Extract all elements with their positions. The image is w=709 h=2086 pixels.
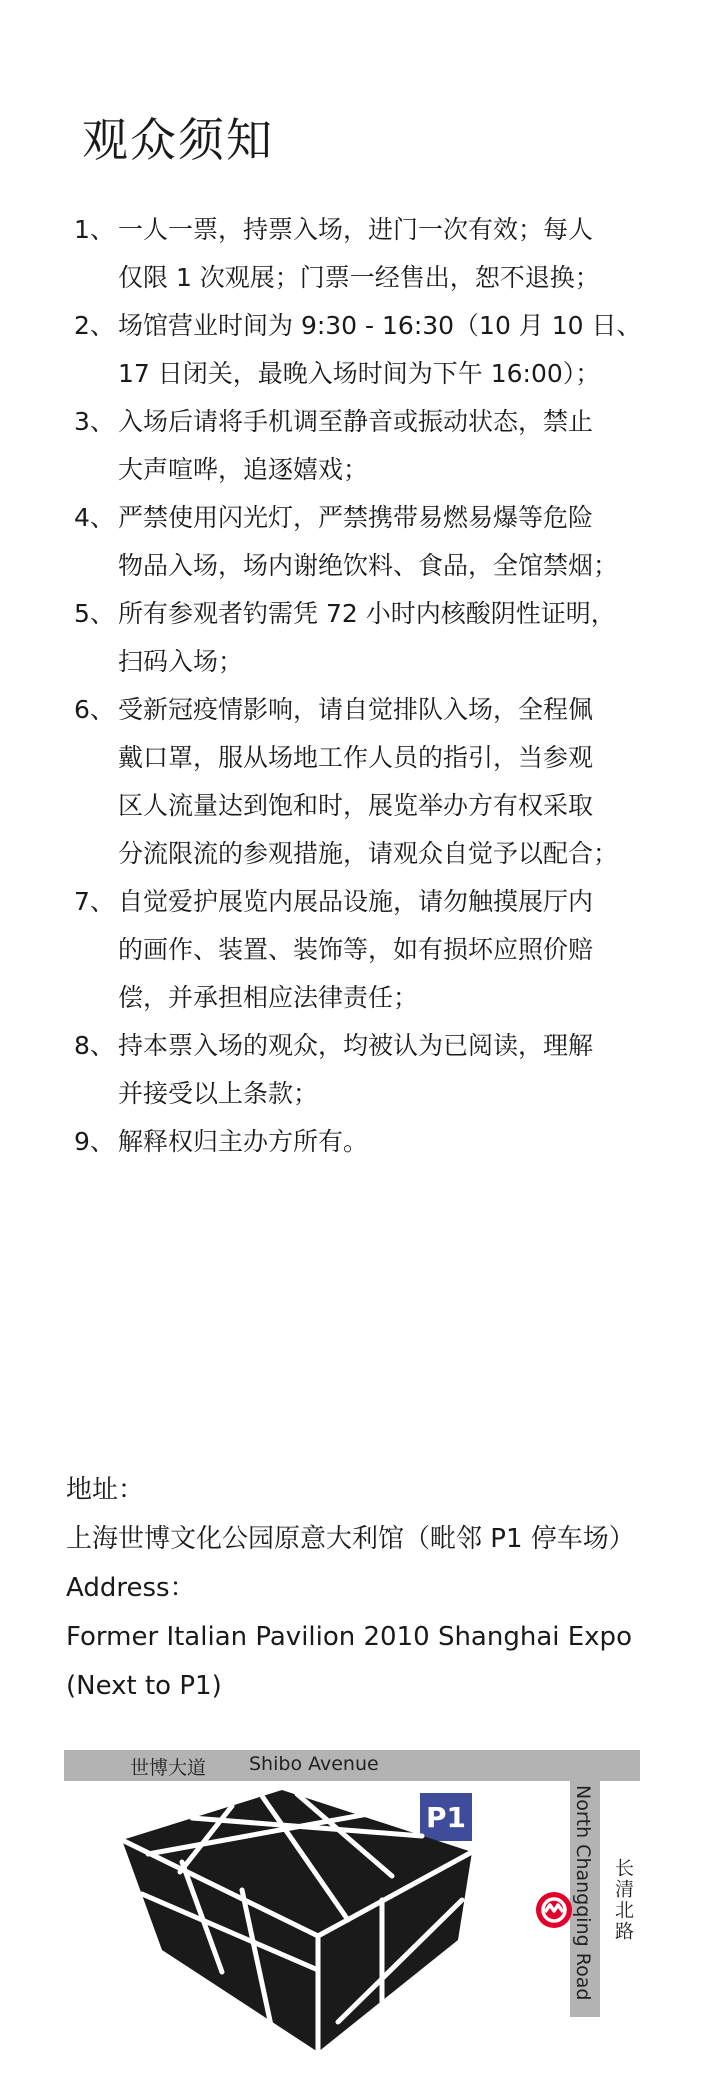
rule-line: 持本票入场的观众，均被认为已阅读，理解 [118,1031,594,1060]
rule-line: 入场后请将手机调至静音或振动状态，禁止 [118,407,594,436]
rule-line: 的画作、装置、装饰等，如有损坏应照价赔 [118,935,594,964]
rule-line: 解释权归主办方所有。 [118,1127,369,1156]
rule-item-2 [74,302,649,398]
rule-number: 3、 [74,407,115,436]
pavilion-building-icon [122,1790,472,2052]
page-title: 观众须知 [82,113,274,167]
shibo-avenue-road [64,1750,640,1781]
rules-list [74,206,649,1166]
rule-line: 仅限 1 次观展；门票一经售出，恕不退换； [118,263,600,292]
rule-number: 7、 [74,887,115,916]
rule-item-7 [74,878,649,1022]
address-en-value-line1: Former Italian Pavilion 2010 Shanghai Expo [66,1622,632,1652]
rule-item-3 [74,398,649,494]
rule-line: 大声喧哗，追逐嬉戏； [118,455,369,484]
address-en-label: Address： [66,1573,196,1603]
road-h-en-label: Shibo Avenue [249,1753,379,1775]
rule-item-9 [74,1118,649,1166]
rule-item-6 [74,686,649,878]
rule-line: 区人流量达到饱和时，展览举办方有权采取 [118,791,594,820]
rule-line: 严禁使用闪光灯，严禁携带易燃易爆等危险 [118,503,594,532]
rule-item-8 [74,1022,649,1118]
rule-number: 9、 [74,1127,115,1156]
rule-line: 自觉爱护展览内展品设施，请勿触摸展厅内 [118,887,594,916]
rule-line: 场馆营业时间为 9:30 - 16:30（10 月 10 日、 [118,311,642,340]
rule-line: 分流限流的参观措施，请观众自觉予以配合； [118,839,619,868]
metro-logo-icon [534,1890,574,1930]
rule-item-5 [74,590,649,686]
rule-number: 1、 [74,215,115,244]
rule-line: 一人一票，持票入场，进门一次有效；每人 [118,215,594,244]
parking-p1-sign: P1 [420,1793,472,1841]
address-en-value-line2: (Next to P1) [66,1671,222,1701]
rule-line: 物品入场，场内谢绝饮料、食品，全馆禁烟； [118,551,619,580]
rule-line: 17 日闭关，最晚入场时间为下午 16:00）； [118,359,601,388]
address-cn-value: 上海世博文化公园原意大利馆（毗邻 P1 停车场） [66,1524,635,1554]
address-block [66,1466,666,1711]
road-v-en-label: North Changqing Road [572,1785,594,2001]
address-cn-label: 地址： [66,1475,145,1505]
rule-number: 6、 [74,695,115,724]
rule-number: 2、 [74,311,115,340]
rule-line: 扫码入场； [118,647,244,676]
location-map [64,1750,644,2060]
rule-line: 戴口罩，服从场地工作人员的指引，当参观 [118,743,594,772]
rule-number: 5、 [74,599,115,628]
rule-item-1 [74,206,649,302]
rule-line: 受新冠疫情影响，请自觉排队入场，全程佩 [118,695,594,724]
rule-line: 所有参观者钓需凭 72 小时内核酸阴性证明， [118,599,616,628]
rule-number: 8、 [74,1031,115,1060]
rule-number: 4、 [74,503,115,532]
road-h-cn-label: 世博大道 [130,1757,207,1779]
rule-line: 偿，并承担相应法律责任； [118,983,419,1012]
road-v-cn-label: 长清北路 [612,1858,634,1942]
rule-line: 并接受以上条款； [118,1079,319,1108]
rule-item-4 [74,494,649,590]
